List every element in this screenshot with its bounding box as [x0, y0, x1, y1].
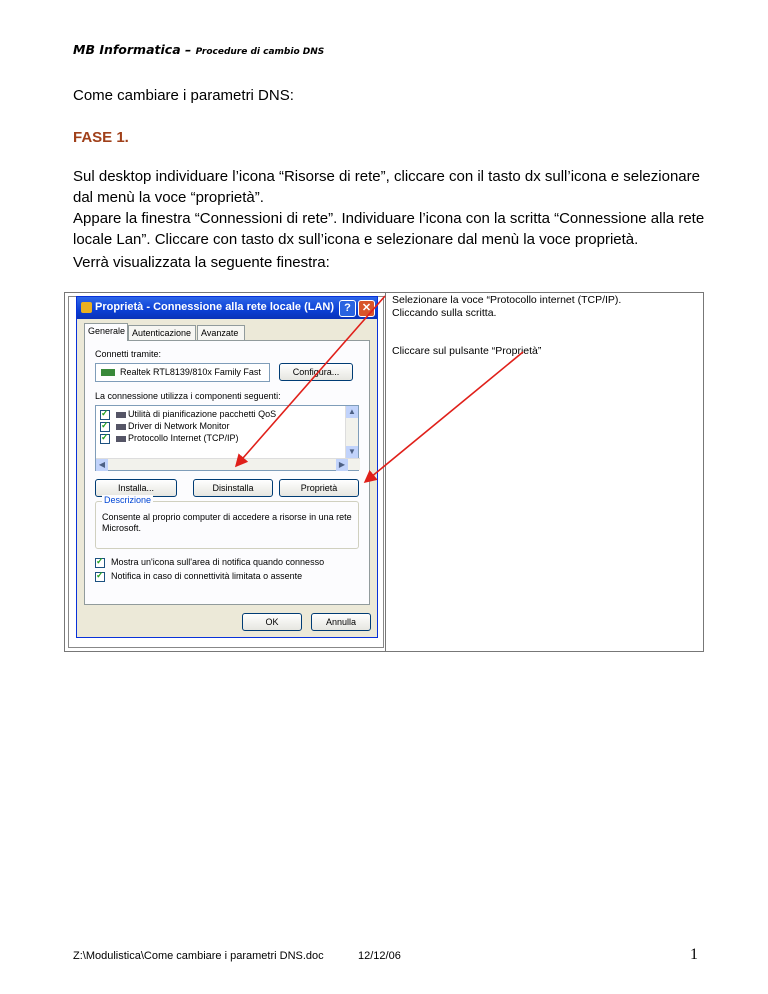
connect-via-label: Connetti tramite: — [95, 349, 162, 359]
configure-button[interactable]: Configura... — [279, 363, 353, 381]
list-item-label: Driver di Network Monitor — [128, 421, 230, 431]
arrow-to-properties — [365, 352, 523, 482]
properties-button[interactable]: Proprietà — [279, 479, 359, 497]
tab-generale[interactable]: Generale — [84, 323, 128, 341]
page-number: 1 — [690, 946, 698, 963]
tab-autenticazione[interactable]: Autenticazione — [128, 325, 196, 340]
footer-filepath: Z:\Modulistica\Come cambiare i parametri DNS.doc — [73, 950, 324, 962]
phase-heading: FASE 1. — [73, 129, 129, 146]
cancel-button[interactable]: Annulla — [311, 613, 371, 631]
dialog-title: Proprietà - Connessione alla rete locale (LAN) — [95, 301, 335, 313]
option-label: Notifica in caso di connettività limitata o assente — [111, 571, 303, 581]
scroll-up-icon[interactable]: ▲ — [346, 406, 358, 418]
list-item-label: Utilità di pianificazione pacchetti QoS — [128, 409, 277, 419]
note-line-2: Cliccando sulla scritta. — [392, 307, 497, 319]
install-button[interactable]: Installa... — [95, 479, 177, 497]
adapter-name: Realtek RTL8139/810x Family Fast — [120, 367, 261, 377]
list-item-label: Protocollo Internet (TCP/IP) — [128, 433, 239, 443]
note-click-properties: Cliccare sul pulsante “Proprietà” — [392, 345, 542, 357]
paragraph-3: Verrà visualizzata la seguente finestra: — [73, 254, 330, 271]
note-line-1: Selezionare la voce “Protocollo internet (TCP/IP). — [392, 294, 622, 306]
header-main: MB Informatica – — [73, 42, 196, 57]
doc-title: Come cambiare i parametri DNS: — [73, 87, 294, 104]
scroll-left-icon[interactable]: ◀ — [96, 459, 108, 471]
arrow-to-protocol — [236, 296, 385, 466]
header-sub: Procedure di cambio DNS — [195, 47, 325, 57]
description-text: Consente al proprio computer di accedere a risorse in una rete Microsoft. — [102, 512, 352, 533]
ok-button[interactable]: OK — [242, 613, 302, 631]
footer-date: 12/12/06 — [358, 950, 401, 962]
close-button[interactable]: ✕ — [358, 300, 375, 317]
paragraph-1: Sul desktop individuare l’icona “Risorse di rete”, cliccare con il tasto dx sull’icona e selezionare dal menù la voce “proprietà”. — [73, 168, 700, 206]
scroll-down-icon[interactable]: ▼ — [346, 446, 358, 458]
uninstall-button[interactable]: Disinstalla — [193, 479, 273, 497]
scroll-right-icon[interactable]: ▶ — [336, 459, 348, 471]
description-title: Descrizione — [104, 495, 152, 505]
tab-avanzate[interactable]: Avanzate — [197, 325, 245, 340]
help-button[interactable]: ? — [339, 300, 356, 317]
components-label: La connessione utilizza i componenti seguenti: — [95, 391, 281, 401]
paragraph-2: Appare la finestra “Connessioni di rete”. Individuare l’icona con la scritta “Connessione alla rete locale Lan”. Cliccare con tasto dx sull’icona e selezionare dal menù la voce proprietà. — [73, 210, 705, 248]
option-label: Mostra un'icona sull'area di notifica quando connesso — [111, 557, 325, 567]
